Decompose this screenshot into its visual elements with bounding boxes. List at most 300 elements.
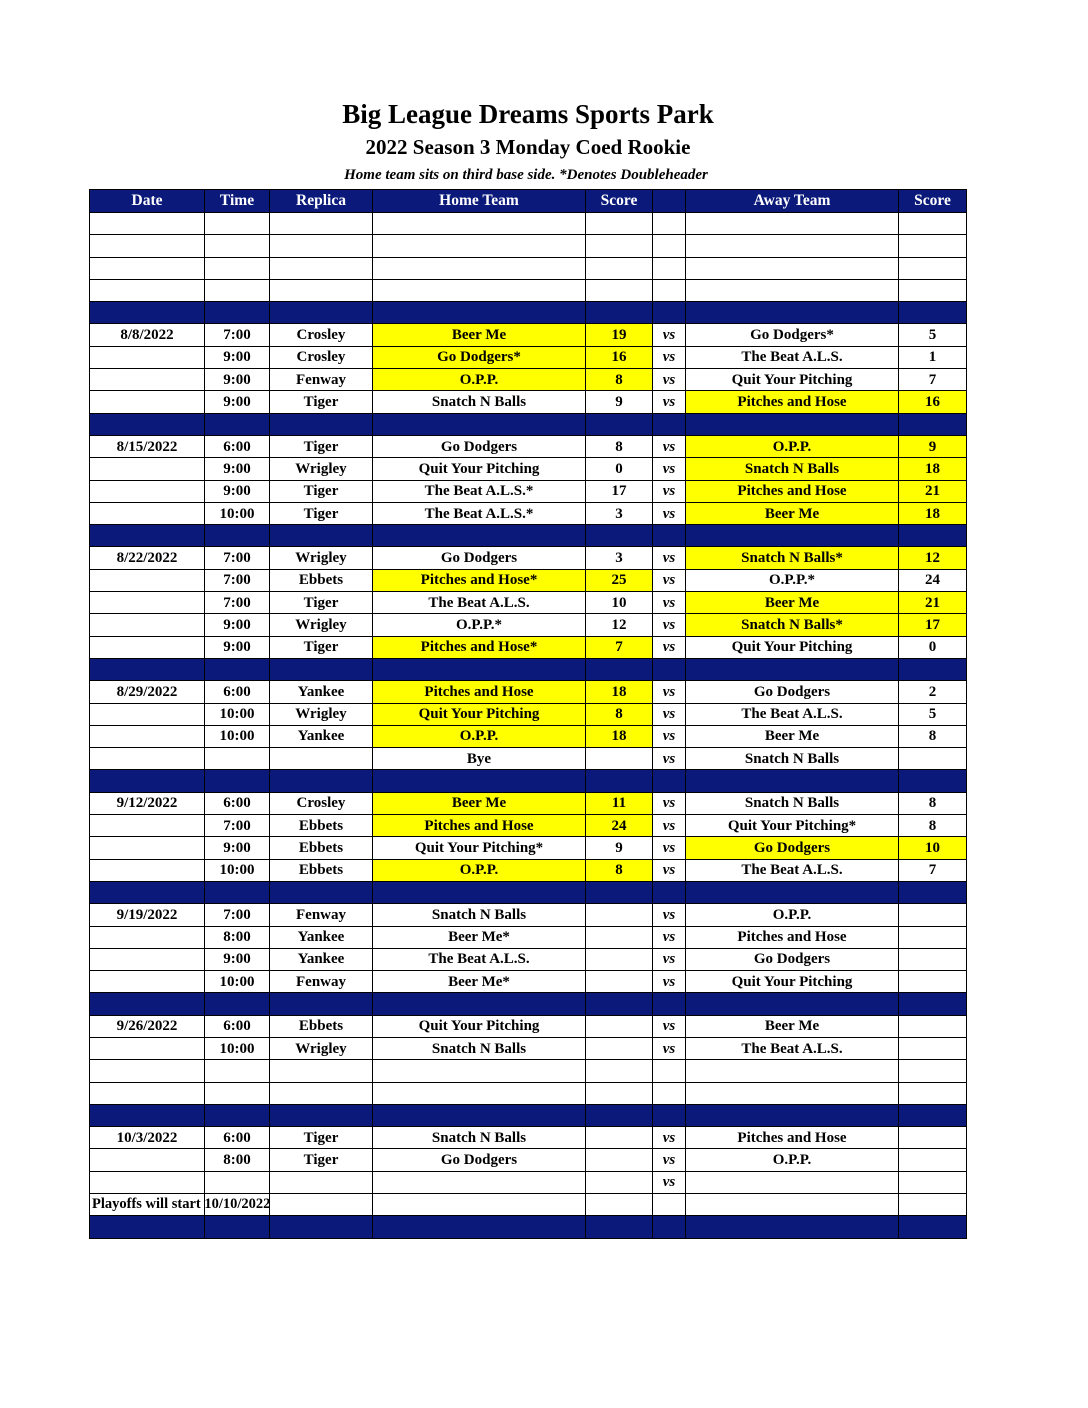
- home-score-cell: [586, 413, 653, 435]
- game-row: [90, 592, 967, 614]
- home-score-cell: 9: [586, 391, 653, 413]
- game-row: [90, 502, 967, 524]
- vs-cell: vs: [653, 1015, 686, 1037]
- game-row: [90, 1149, 967, 1171]
- vs-cell: vs: [653, 748, 686, 770]
- away-score-cell: 0: [899, 636, 967, 658]
- home-score-cell: 25: [586, 569, 653, 591]
- home-team-cell: The Beat A.L.S.: [373, 592, 586, 614]
- date-cell: [90, 1149, 205, 1171]
- replica-cell: Tiger: [270, 592, 373, 614]
- date-cell: [90, 257, 205, 279]
- game-row: [90, 904, 967, 926]
- date-cell: [90, 346, 205, 368]
- replica-cell: Wrigley: [270, 1037, 373, 1059]
- date-cell: 9/26/2022: [90, 1015, 205, 1037]
- replica-cell: [270, 1060, 373, 1082]
- home-team-cell: [373, 770, 586, 792]
- home-team-cell: O.P.P.: [373, 859, 586, 881]
- home-score-cell: [586, 1060, 653, 1082]
- home-score-cell: 12: [586, 614, 653, 636]
- vs-cell: vs: [653, 815, 686, 837]
- vs-cell: vs: [653, 1127, 686, 1149]
- replica-cell: [270, 1194, 373, 1216]
- away-score-cell: [899, 1082, 967, 1104]
- home-score-cell: [586, 279, 653, 301]
- away-team-cell: [686, 1060, 899, 1082]
- page-subtitle: 2022 Season 3 Monday Coed Rookie: [365, 135, 691, 159]
- replica-cell: Ebbets: [270, 859, 373, 881]
- home-score-cell: [586, 948, 653, 970]
- replica-cell: [270, 993, 373, 1015]
- replica-cell: [270, 525, 373, 547]
- home-score-cell: 8: [586, 369, 653, 391]
- schedule-body: [90, 213, 967, 1239]
- date-cell: [90, 770, 205, 792]
- week-separator-row: [90, 1104, 967, 1126]
- away-team-cell: [686, 235, 899, 257]
- home-score-cell: [586, 1082, 653, 1104]
- away-team-cell: Go Dodgers: [686, 948, 899, 970]
- game-row: [90, 948, 967, 970]
- vs-cell: [653, 257, 686, 279]
- date-cell: [90, 881, 205, 903]
- home-team-cell: [373, 993, 586, 1015]
- time-cell: [205, 1104, 270, 1126]
- game-row: [90, 324, 967, 346]
- replica-cell: Wrigley: [270, 614, 373, 636]
- home-score-cell: [586, 971, 653, 993]
- vs-cell: vs: [653, 569, 686, 591]
- time-cell: 10:00: [205, 703, 270, 725]
- vs-cell: vs: [653, 703, 686, 725]
- vs-cell: [653, 413, 686, 435]
- game-row: [90, 703, 967, 725]
- away-score-cell: [899, 1015, 967, 1037]
- home-team-cell: Beer Me*: [373, 926, 586, 948]
- date-cell: [90, 279, 205, 301]
- home-team-cell: O.P.P.: [373, 725, 586, 747]
- away-score-cell: 21: [899, 480, 967, 502]
- away-team-cell: [686, 413, 899, 435]
- home-team-cell: Snatch N Balls: [373, 1127, 586, 1149]
- date-cell: [90, 926, 205, 948]
- away-score-cell: 12: [899, 547, 967, 569]
- time-cell: 6:00: [205, 681, 270, 703]
- col-away-team-header: Away Team: [686, 190, 899, 213]
- game-row: [90, 391, 967, 413]
- time-cell: [205, 1171, 270, 1193]
- vs-cell: vs: [653, 592, 686, 614]
- replica-cell: [270, 213, 373, 235]
- away-team-cell: [686, 257, 899, 279]
- vs-cell: vs: [653, 792, 686, 814]
- away-team-cell: [686, 1194, 899, 1216]
- empty-row: [90, 235, 967, 257]
- away-team-cell: O.P.P.: [686, 435, 899, 457]
- away-score-cell: [899, 213, 967, 235]
- away-team-cell: Pitches and Hose: [686, 391, 899, 413]
- replica-cell: [270, 1104, 373, 1126]
- away-score-cell: 7: [899, 859, 967, 881]
- home-team-cell: The Beat A.L.S.*: [373, 480, 586, 502]
- date-cell: [90, 725, 205, 747]
- home-score-cell: [586, 213, 653, 235]
- replica-cell: [270, 881, 373, 903]
- time-cell: [205, 1082, 270, 1104]
- home-score-cell: 19: [586, 324, 653, 346]
- date-cell: 8/29/2022: [90, 681, 205, 703]
- vs-cell: [653, 213, 686, 235]
- vs-cell: vs: [653, 971, 686, 993]
- replica-cell: Wrigley: [270, 458, 373, 480]
- home-score-cell: 11: [586, 792, 653, 814]
- away-team-cell: [686, 279, 899, 301]
- vs-cell: [653, 1060, 686, 1082]
- time-cell: 9:00: [205, 837, 270, 859]
- time-cell: 7:00: [205, 547, 270, 569]
- away-score-cell: [899, 1171, 967, 1193]
- time-cell: [205, 413, 270, 435]
- home-team-cell: Beer Me: [373, 792, 586, 814]
- col-vs-header: [653, 190, 686, 213]
- home-score-cell: [586, 1216, 653, 1238]
- home-team-cell: [373, 658, 586, 680]
- home-score-cell: [586, 257, 653, 279]
- home-score-cell: 16: [586, 346, 653, 368]
- home-score-cell: [586, 993, 653, 1015]
- home-team-cell: [373, 1082, 586, 1104]
- replica-cell: [270, 1216, 373, 1238]
- date-cell: [90, 302, 205, 324]
- week-separator-row: [90, 525, 967, 547]
- date-cell: [90, 748, 205, 770]
- away-score-cell: [899, 1127, 967, 1149]
- away-score-cell: [899, 257, 967, 279]
- time-cell: 8:00: [205, 1149, 270, 1171]
- empty-row: [90, 279, 967, 301]
- time-cell: [205, 1216, 270, 1238]
- home-team-cell: Go Dodgers*: [373, 346, 586, 368]
- home-score-cell: 18: [586, 681, 653, 703]
- home-score-cell: [586, 926, 653, 948]
- away-score-cell: 18: [899, 502, 967, 524]
- replica-cell: [270, 257, 373, 279]
- vs-cell: vs: [653, 458, 686, 480]
- replica-cell: Yankee: [270, 681, 373, 703]
- away-score-cell: [899, 525, 967, 547]
- away-score-cell: 9: [899, 435, 967, 457]
- away-score-cell: [899, 948, 967, 970]
- vs-cell: vs: [653, 681, 686, 703]
- time-cell: 10:00: [205, 859, 270, 881]
- game-row: [90, 971, 967, 993]
- replica-cell: Tiger: [270, 502, 373, 524]
- date-cell: [90, 993, 205, 1015]
- date-cell: [90, 658, 205, 680]
- away-score-cell: 8: [899, 792, 967, 814]
- game-row: [90, 458, 967, 480]
- game-row: [90, 369, 967, 391]
- away-score-cell: 5: [899, 324, 967, 346]
- replica-cell: [270, 1082, 373, 1104]
- replica-cell: [270, 235, 373, 257]
- date-cell: [90, 369, 205, 391]
- week-separator-row: [90, 881, 967, 903]
- home-team-cell: [373, 302, 586, 324]
- time-cell: [205, 525, 270, 547]
- empty-row: [90, 257, 967, 279]
- time-cell: 6:00: [205, 1127, 270, 1149]
- game-row: [90, 926, 967, 948]
- time-cell: 7:00: [205, 324, 270, 346]
- vs-cell: vs: [653, 547, 686, 569]
- away-score-cell: 24: [899, 569, 967, 591]
- time-cell: [205, 235, 270, 257]
- time-cell: 8:00: [205, 926, 270, 948]
- replica-cell: [270, 748, 373, 770]
- away-team-cell: Beer Me: [686, 1015, 899, 1037]
- home-score-cell: 0: [586, 458, 653, 480]
- away-score-cell: [899, 971, 967, 993]
- vs-cell: [653, 1082, 686, 1104]
- home-score-cell: 7: [586, 636, 653, 658]
- time-cell: 10:00: [205, 502, 270, 524]
- game-row: [90, 346, 967, 368]
- replica-cell: [270, 413, 373, 435]
- time-cell: [205, 1060, 270, 1082]
- replica-cell: [270, 658, 373, 680]
- replica-cell: Tiger: [270, 1149, 373, 1171]
- time-cell: 9:00: [205, 346, 270, 368]
- replica-cell: Yankee: [270, 725, 373, 747]
- time-cell: [205, 279, 270, 301]
- date-cell: [90, 1082, 205, 1104]
- away-score-cell: [899, 926, 967, 948]
- vs-cell: vs: [653, 1037, 686, 1059]
- replica-cell: [270, 279, 373, 301]
- replica-cell: Fenway: [270, 904, 373, 926]
- time-cell: [205, 748, 270, 770]
- away-team-cell: Quit Your Pitching: [686, 971, 899, 993]
- home-team-cell: Snatch N Balls: [373, 904, 586, 926]
- game-row: [90, 837, 967, 859]
- away-team-cell: [686, 1216, 899, 1238]
- col-date-header: Date: [90, 190, 205, 213]
- date-cell: [90, 1060, 205, 1082]
- vs-cell: vs: [653, 859, 686, 881]
- home-score-cell: [586, 770, 653, 792]
- home-team-cell: [373, 1216, 586, 1238]
- away-team-cell: O.P.P.: [686, 904, 899, 926]
- date-cell: [90, 837, 205, 859]
- date-cell: [90, 1104, 205, 1126]
- date-cell: [90, 703, 205, 725]
- time-cell: 10:00: [205, 1037, 270, 1059]
- away-team-cell: Quit Your Pitching: [686, 369, 899, 391]
- vs-cell: [653, 1104, 686, 1126]
- date-cell: 9/19/2022: [90, 904, 205, 926]
- home-team-cell: [373, 1194, 586, 1216]
- away-score-cell: 21: [899, 592, 967, 614]
- vs-cell: [653, 993, 686, 1015]
- vs-cell: vs: [653, 324, 686, 346]
- replica-cell: Wrigley: [270, 547, 373, 569]
- away-team-cell: Snatch N Balls: [686, 748, 899, 770]
- away-score-cell: 18: [899, 458, 967, 480]
- replica-cell: Tiger: [270, 435, 373, 457]
- vs-cell: vs: [653, 369, 686, 391]
- replica-cell: Fenway: [270, 971, 373, 993]
- home-score-cell: 3: [586, 502, 653, 524]
- date-cell: [90, 614, 205, 636]
- date-cell: [90, 569, 205, 591]
- date-cell: [90, 592, 205, 614]
- col-home-score-header: Score: [586, 190, 653, 213]
- away-score-cell: [899, 748, 967, 770]
- away-score-cell: 16: [899, 391, 967, 413]
- away-team-cell: [686, 1082, 899, 1104]
- away-team-cell: Beer Me: [686, 502, 899, 524]
- playoffs-note: Playoffs will start 10/10/2022: [92, 1196, 271, 1212]
- home-team-cell: Snatch N Balls: [373, 1037, 586, 1059]
- game-row: [90, 1015, 967, 1037]
- game-row: [90, 435, 967, 457]
- game-row: [90, 547, 967, 569]
- home-score-cell: [586, 748, 653, 770]
- away-team-cell: Snatch N Balls: [686, 792, 899, 814]
- header-row: [90, 190, 967, 213]
- date-cell: [90, 413, 205, 435]
- time-cell: 6:00: [205, 1015, 270, 1037]
- date-cell: [90, 458, 205, 480]
- date-cell: 8/15/2022: [90, 435, 205, 457]
- replica-cell: [270, 302, 373, 324]
- away-team-cell: [686, 1171, 899, 1193]
- away-team-cell: [686, 525, 899, 547]
- away-team-cell: Beer Me: [686, 592, 899, 614]
- week-separator-row: [90, 770, 967, 792]
- home-team-cell: [373, 1171, 586, 1193]
- home-team-cell: Go Dodgers: [373, 547, 586, 569]
- date-cell: 8/22/2022: [90, 547, 205, 569]
- game-row: [90, 859, 967, 881]
- vs-cell: [653, 279, 686, 301]
- home-score-cell: [586, 1171, 653, 1193]
- home-team-cell: Go Dodgers: [373, 435, 586, 457]
- home-score-cell: 8: [586, 703, 653, 725]
- replica-cell: Crosley: [270, 346, 373, 368]
- date-cell: 10/3/2022: [90, 1127, 205, 1149]
- vs-cell: vs: [653, 725, 686, 747]
- away-score-cell: [899, 279, 967, 301]
- home-score-cell: 10: [586, 592, 653, 614]
- away-score-cell: [899, 413, 967, 435]
- time-cell: [205, 881, 270, 903]
- game-row: [90, 1171, 967, 1193]
- away-score-cell: 8: [899, 725, 967, 747]
- home-score-cell: 18: [586, 725, 653, 747]
- vs-cell: vs: [653, 948, 686, 970]
- home-team-cell: Quit Your Pitching: [373, 458, 586, 480]
- replica-cell: Tiger: [270, 480, 373, 502]
- away-team-cell: The Beat A.L.S.: [686, 703, 899, 725]
- away-team-cell: Go Dodgers: [686, 837, 899, 859]
- away-score-cell: 10: [899, 837, 967, 859]
- time-cell: [205, 770, 270, 792]
- replica-cell: Ebbets: [270, 569, 373, 591]
- time-cell: 7:00: [205, 569, 270, 591]
- replica-cell: Tiger: [270, 391, 373, 413]
- home-team-cell: Quit Your Pitching*: [373, 837, 586, 859]
- home-team-cell: Beer Me: [373, 324, 586, 346]
- week-separator-row: [90, 302, 967, 324]
- home-score-cell: [586, 525, 653, 547]
- home-score-cell: 17: [586, 480, 653, 502]
- vs-cell: [653, 770, 686, 792]
- home-score-cell: [586, 1037, 653, 1059]
- home-score-cell: 24: [586, 815, 653, 837]
- home-team-cell: O.P.P.: [373, 369, 586, 391]
- replica-cell: Crosley: [270, 792, 373, 814]
- replica-cell: Crosley: [270, 324, 373, 346]
- time-cell: 9:00: [205, 614, 270, 636]
- home-team-cell: [373, 413, 586, 435]
- replica-cell: Tiger: [270, 1127, 373, 1149]
- vs-cell: [653, 302, 686, 324]
- home-score-cell: [586, 904, 653, 926]
- date-cell: [90, 235, 205, 257]
- home-score-cell: [586, 235, 653, 257]
- away-team-cell: Pitches and Hose: [686, 1127, 899, 1149]
- away-team-cell: Snatch N Balls: [686, 458, 899, 480]
- time-cell: 9:00: [205, 480, 270, 502]
- home-team-cell: Pitches and Hose*: [373, 569, 586, 591]
- week-separator-row: [90, 1216, 967, 1238]
- away-team-cell: Go Dodgers*: [686, 324, 899, 346]
- vs-cell: vs: [653, 346, 686, 368]
- away-score-cell: [899, 658, 967, 680]
- date-cell: [90, 1171, 205, 1193]
- game-row: [90, 636, 967, 658]
- game-row: [90, 681, 967, 703]
- away-team-cell: The Beat A.L.S.: [686, 859, 899, 881]
- away-team-cell: Quit Your Pitching: [686, 636, 899, 658]
- date-cell: 9/12/2022: [90, 792, 205, 814]
- home-team-cell: The Beat A.L.S.*: [373, 502, 586, 524]
- page-title: Big League Dreams Sports Park: [342, 99, 714, 129]
- away-team-cell: Pitches and Hose: [686, 926, 899, 948]
- away-team-cell: Beer Me: [686, 725, 899, 747]
- away-score-cell: 8: [899, 815, 967, 837]
- away-team-cell: The Beat A.L.S.: [686, 1037, 899, 1059]
- home-score-cell: 8: [586, 435, 653, 457]
- away-team-cell: [686, 302, 899, 324]
- away-score-cell: [899, 881, 967, 903]
- time-cell: 9:00: [205, 391, 270, 413]
- time-cell: [205, 658, 270, 680]
- game-row: [90, 748, 967, 770]
- time-cell: 10:00: [205, 971, 270, 993]
- home-team-cell: Quit Your Pitching: [373, 703, 586, 725]
- col-away-score-header: Score: [899, 190, 967, 213]
- vs-cell: [653, 1216, 686, 1238]
- away-score-cell: [899, 1060, 967, 1082]
- game-row: [90, 1037, 967, 1059]
- away-score-cell: 7: [899, 369, 967, 391]
- away-team-cell: [686, 770, 899, 792]
- home-score-cell: [586, 1015, 653, 1037]
